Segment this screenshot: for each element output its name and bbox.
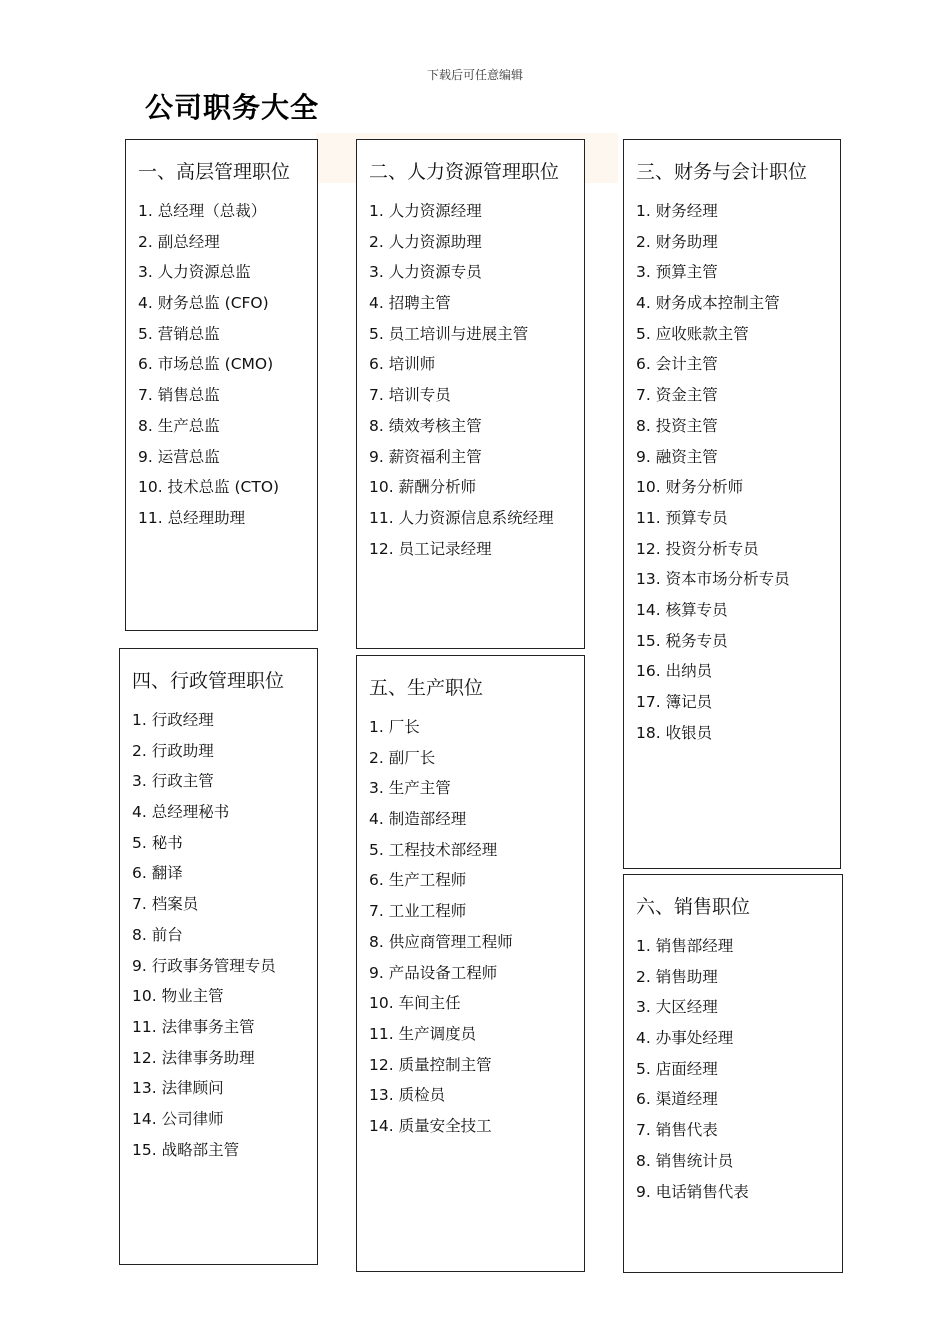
position-item: 14. 质量安全技工 <box>369 1116 492 1135</box>
position-item: 8. 前台 <box>132 925 183 944</box>
position-item: 2. 销售助理 <box>636 967 718 986</box>
position-item: 1. 行政经理 <box>132 711 214 729</box>
position-item: 8. 销售统计员 <box>636 1151 734 1170</box>
position-item: 7. 档案员 <box>132 895 199 914</box>
position-item: 12. 投资分析专员 <box>636 539 759 558</box>
section-senior-management <box>125 139 318 631</box>
section-finance-accounting <box>623 139 841 869</box>
position-item: 3. 预算主管 <box>636 263 718 282</box>
position-item: 4. 财务成本控制主管 <box>636 294 780 313</box>
position-item: 9. 薪资福利主管 <box>369 447 482 466</box>
position-item: 8. 供应商管理工程师 <box>369 932 513 951</box>
position-item: 5. 店面经理 <box>636 1059 718 1078</box>
page-title: 公司职务大全 <box>145 91 320 124</box>
position-item: 8. 绩效考核主管 <box>369 416 482 435</box>
position-item: 3. 生产主管 <box>369 779 451 798</box>
position-item: 13. 质检员 <box>369 1086 446 1105</box>
position-item: 13. 法律顾问 <box>132 1079 224 1098</box>
position-item: 13. 资本市场分析专员 <box>636 570 790 589</box>
position-item: 16. 出纳员 <box>636 662 713 681</box>
position-item: 7. 销售代表 <box>636 1121 718 1140</box>
position-list <box>636 931 749 1207</box>
position-item: 9. 融资主管 <box>636 447 718 466</box>
position-item: 3. 人力资源专员 <box>369 263 482 282</box>
position-item: 11. 法律事务主管 <box>132 1017 255 1036</box>
position-item: 15. 税务专员 <box>636 631 728 650</box>
section-title: 二、人力资源管理职位 <box>369 161 560 183</box>
position-item: 9. 运营总监 <box>138 447 220 466</box>
section-human-resources <box>356 139 585 649</box>
position-item: 17. 簿记员 <box>636 693 713 711</box>
position-item: 1. 总经理（总裁） <box>138 202 267 220</box>
position-item: 1. 财务经理 <box>636 202 718 220</box>
position-item: 2. 人力资源助理 <box>369 232 482 251</box>
position-item: 10. 薪酬分析师 <box>369 478 477 497</box>
watermark-text: 下载后可任意编辑 <box>426 68 523 82</box>
position-item: 6. 翻译 <box>132 864 183 883</box>
position-item: 14. 公司律师 <box>132 1109 224 1128</box>
position-item: 5. 工程技术部经理 <box>369 840 498 859</box>
position-item: 2. 副厂长 <box>369 748 436 767</box>
position-item: 6. 生产工程师 <box>369 871 467 890</box>
position-item: 9. 行政事务管理专员 <box>132 956 276 975</box>
position-item: 5. 应收账款主管 <box>636 324 749 343</box>
position-item: 11. 生产调度员 <box>369 1024 477 1043</box>
position-item: 3. 人力资源总监 <box>138 263 251 282</box>
position-list <box>369 196 554 564</box>
position-list <box>132 705 276 1165</box>
section-sales <box>623 874 843 1273</box>
position-item: 10. 技术总监 (CTO) <box>138 478 280 497</box>
position-item: 18. 收银员 <box>636 723 713 742</box>
position-item: 12. 员工记录经理 <box>369 539 492 558</box>
position-item: 3. 大区经理 <box>636 998 718 1017</box>
position-item: 12. 质量控制主管 <box>369 1055 492 1074</box>
position-item: 1. 人力资源经理 <box>369 202 482 220</box>
position-item: 2. 行政助理 <box>132 741 214 760</box>
position-item: 8. 生产总监 <box>138 416 220 435</box>
section-title: 五、生产职位 <box>369 677 484 699</box>
position-item: 14. 核算专员 <box>636 600 728 619</box>
position-item: 11. 人力资源信息系统经理 <box>369 508 554 527</box>
position-item: 10. 物业主管 <box>132 987 224 1006</box>
position-item: 4. 财务总监 (CFO) <box>138 294 269 313</box>
position-item: 9. 电话销售代表 <box>636 1182 749 1201</box>
position-item: 9. 产品设备工程师 <box>369 963 498 982</box>
position-item: 4. 办事处经理 <box>636 1029 734 1048</box>
position-item: 4. 总经理秘书 <box>132 803 230 822</box>
position-item: 7. 培训专员 <box>369 386 451 405</box>
position-item: 2. 副总经理 <box>138 232 220 251</box>
position-item: 15. 战略部主管 <box>132 1140 240 1159</box>
section-title: 三、财务与会计职位 <box>636 161 808 183</box>
position-item: 11. 总经理助理 <box>138 508 246 527</box>
position-item: 1. 销售部经理 <box>636 937 734 955</box>
section-title: 一、高层管理职位 <box>138 161 291 183</box>
section-administration <box>119 648 318 1265</box>
position-item: 6. 培训师 <box>369 355 436 374</box>
position-item: 1. 厂长 <box>369 718 420 736</box>
position-item: 4. 招聘主管 <box>369 294 451 313</box>
position-item: 7. 工业工程师 <box>369 902 467 921</box>
position-item: 7. 销售总监 <box>138 386 220 405</box>
position-item: 5. 营销总监 <box>138 324 220 343</box>
position-item: 11. 预算专员 <box>636 508 728 527</box>
section-production <box>356 655 585 1272</box>
position-item: 12. 法律事务助理 <box>132 1048 255 1067</box>
position-item: 6. 会计主管 <box>636 355 718 374</box>
position-item: 10. 财务分析师 <box>636 478 744 497</box>
position-item: 4. 制造部经理 <box>369 810 467 829</box>
position-list <box>369 712 513 1142</box>
section-title: 四、行政管理职位 <box>132 670 285 692</box>
position-item: 6. 市场总监 (CMO) <box>138 355 274 374</box>
position-item: 7. 资金主管 <box>636 386 718 405</box>
position-item: 6. 渠道经理 <box>636 1090 718 1109</box>
position-list <box>138 196 279 534</box>
position-list <box>636 196 790 748</box>
position-item: 8. 投资主管 <box>636 416 718 435</box>
position-item: 3. 行政主管 <box>132 772 214 791</box>
position-item: 5. 秘书 <box>132 833 183 852</box>
position-item: 2. 财务助理 <box>636 232 718 251</box>
position-item: 5. 员工培训与进展主管 <box>369 324 529 343</box>
position-item: 10. 车间主任 <box>369 994 461 1013</box>
section-title: 六、销售职位 <box>636 896 751 918</box>
